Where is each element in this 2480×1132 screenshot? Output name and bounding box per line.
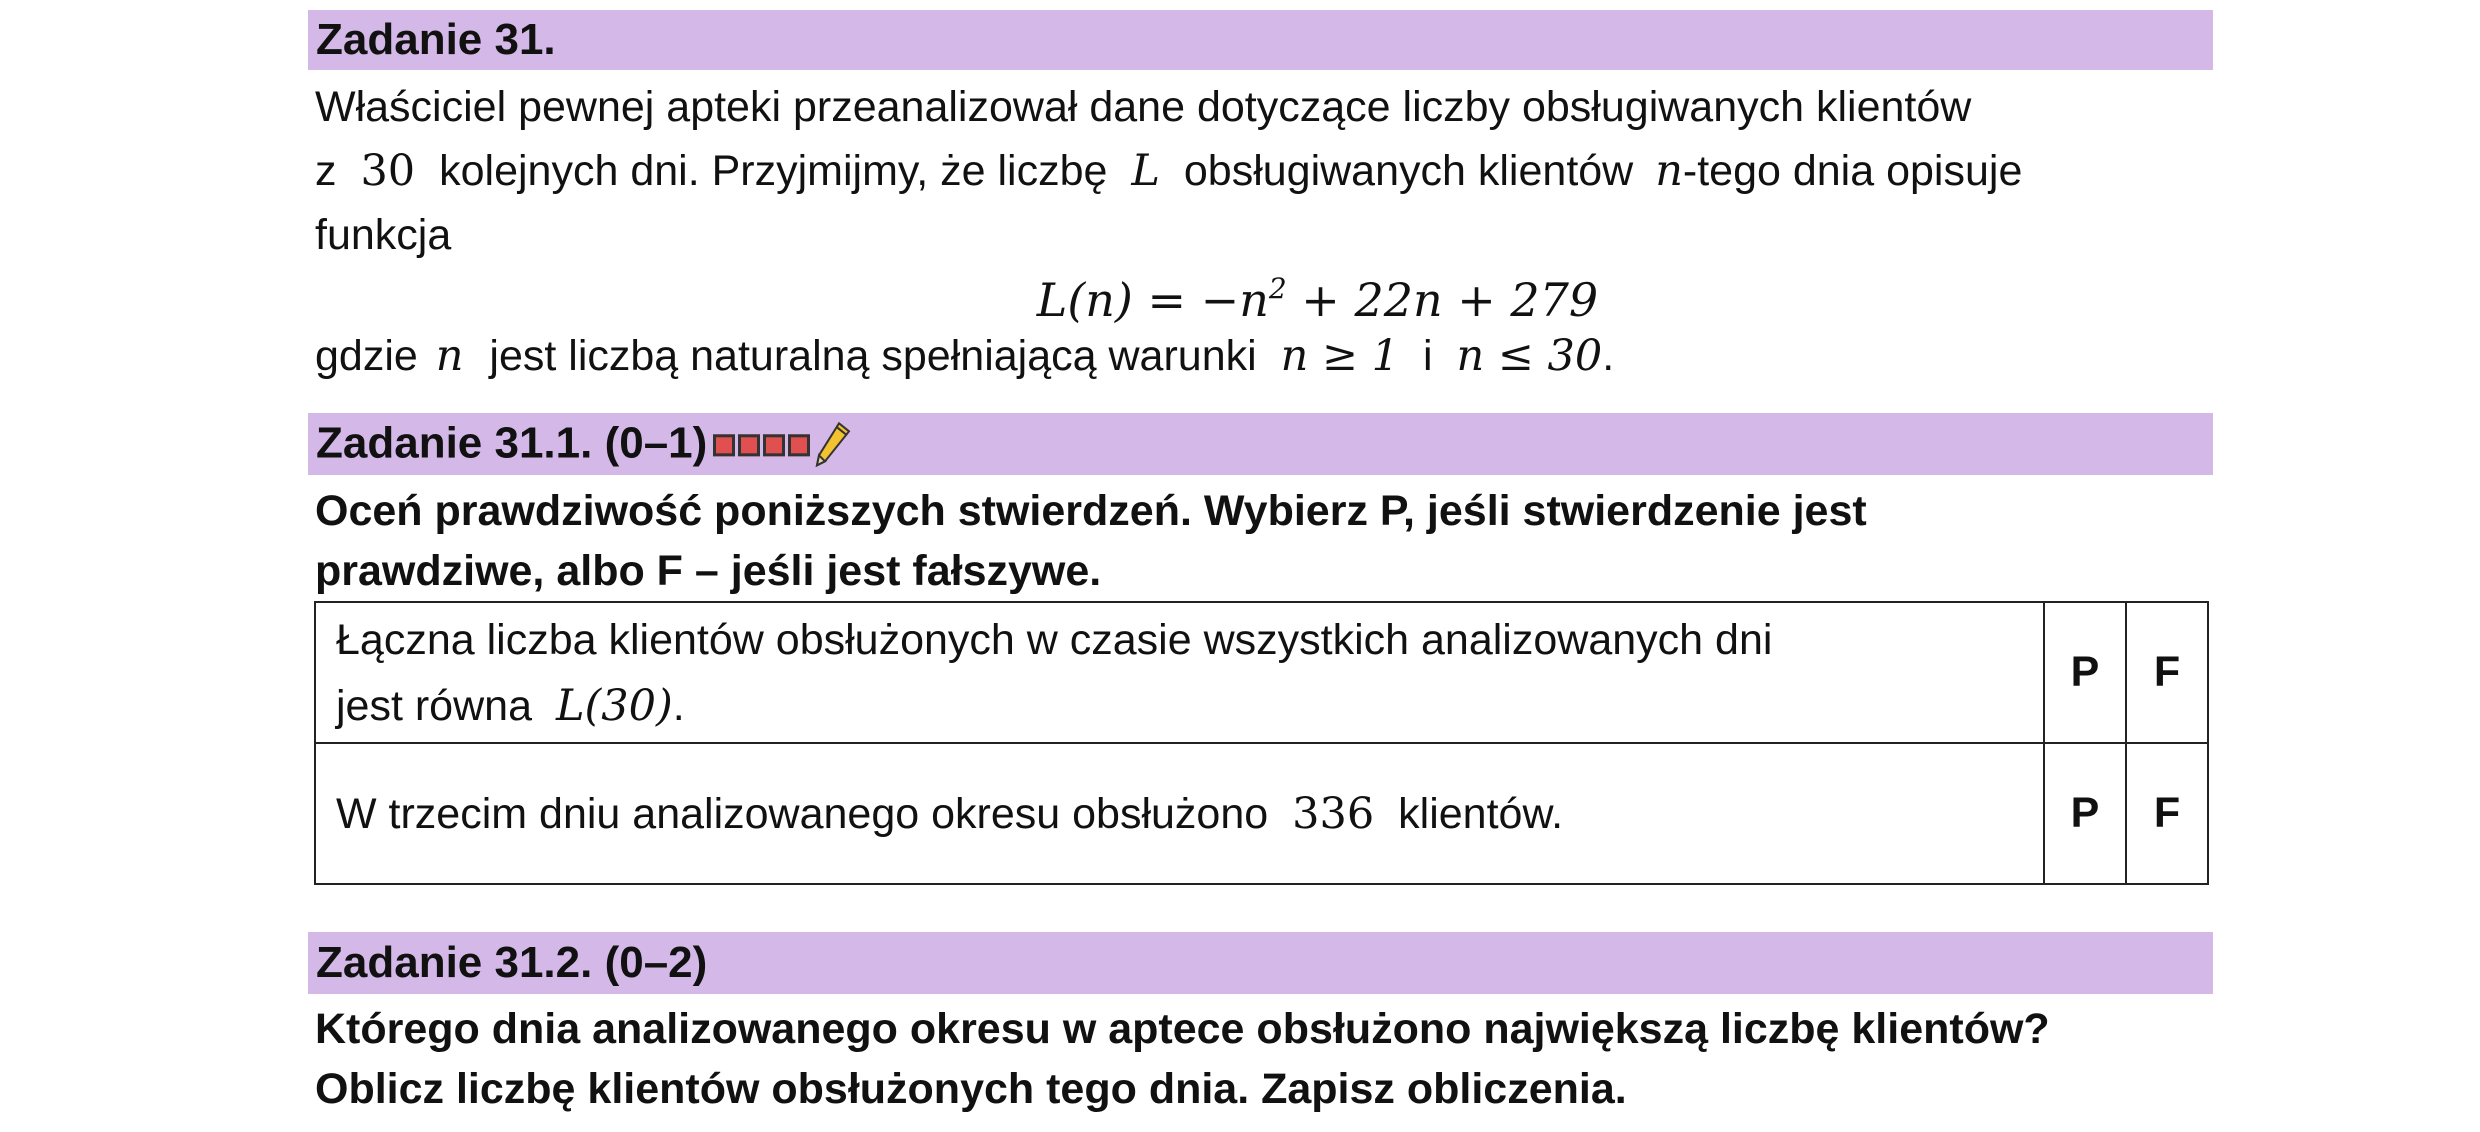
answer-p-button-1[interactable]: P — [2044, 602, 2126, 743]
formula — [0, 272, 2480, 327]
where-text-i: i — [1411, 332, 1445, 380]
formula-rhs: + 22n + 279 — [1286, 273, 1599, 327]
statement-1-line-2 — [336, 673, 2023, 739]
where-text-a: gdzie — [315, 332, 430, 380]
answer-p-button-2[interactable]: P — [2044, 743, 2126, 884]
subtask2-title: Zadanie 31.2. (0–2) — [316, 938, 708, 987]
table-row — [315, 602, 2208, 743]
subtask1-instruction-line-1: Oceń prawdziwość poniższych stwierdzeń. Wybierz P, jeśli stwierdzenie jest — [315, 487, 1867, 535]
statement-cell — [315, 743, 2044, 884]
intro-num-30: 30 — [360, 146, 416, 196]
intro-var-n: n — [1655, 146, 1683, 196]
task-intro-line-1 — [315, 83, 1972, 131]
task-intro-line-3: funkcja — [315, 211, 452, 259]
answer-f-button-2[interactable]: F — [2126, 743, 2208, 884]
intro-text-2a: z — [315, 147, 349, 195]
mark-square — [788, 435, 810, 457]
subtask1-title-text: Zadanie 31.1. (0–1) — [316, 418, 708, 468]
subtask1-header-band — [308, 413, 2213, 475]
statement-1-text-b: . — [672, 681, 685, 730]
table-row — [315, 743, 2208, 884]
statement-1-text-a: jest równa — [336, 681, 544, 730]
statement-1-line-1: Łączna liczba klientów obsłużonych w czasie wszystkich analizowanych dni — [336, 615, 1773, 664]
statement-2-text-a: W trzecim dniu analizowanego okresu obsłużono — [336, 789, 1281, 838]
subtask2-question-line-1: Którego dnia analizowanego okresu w aptece obsłużono największą liczbę klientów? — [315, 1005, 2050, 1053]
where-var-n: n — [435, 331, 464, 381]
pencil-icon — [813, 422, 853, 470]
intro-text-2c: obsługiwanych klientów — [1171, 147, 1646, 195]
statement-cell — [315, 602, 2044, 743]
where-dot: . — [1602, 332, 1615, 380]
intro-var-L: L — [1131, 146, 1160, 196]
intro-text-2d: -tego dnia opisuje — [1682, 147, 2023, 195]
true-false-table — [314, 601, 2209, 885]
intro-text-2b: kolejnych dni. Przyjmijmy, że liczbę — [427, 147, 1120, 195]
mark-square — [713, 435, 735, 457]
formula-lhs: L(n) = −n — [1036, 273, 1269, 327]
statement-2-text-b: klientów. — [1386, 789, 1564, 838]
task-intro-line-2 — [315, 146, 2023, 196]
subtask1-title — [316, 418, 853, 469]
checkbox-marks-icon — [713, 422, 853, 470]
subtask2-question-line-2: Oblicz liczbę klientów obsłużonych tego dnia. Zapisz obliczenia. — [315, 1065, 1627, 1113]
task-header-band — [308, 10, 2213, 70]
formula-exponent: 2 — [1268, 272, 1287, 305]
where-cond-1: n ≥ 1 — [1280, 331, 1400, 381]
statement-1-math: L(30) — [555, 680, 673, 731]
task-title: Zadanie 31. — [316, 15, 556, 64]
task-where-line — [315, 331, 1615, 381]
where-cond-2: n ≤ 30 — [1456, 331, 1603, 381]
statement-2-math: 336 — [1292, 788, 1375, 839]
answer-f-button-1[interactable]: F — [2126, 602, 2208, 743]
intro-text-1: Właściciel pewnej apteki przeanalizował dane dotyczące liczby obsługiwanych klientów — [315, 83, 1972, 131]
subtask1-instruction-line-2: prawdziwe, albo F – jeśli jest fałszywe. — [315, 547, 1102, 595]
where-text-b: jest liczbą naturalną spełniającą warunki — [477, 332, 1269, 380]
subtask2-header-band — [308, 932, 2213, 994]
mark-square — [738, 435, 760, 457]
mark-square — [763, 435, 785, 457]
